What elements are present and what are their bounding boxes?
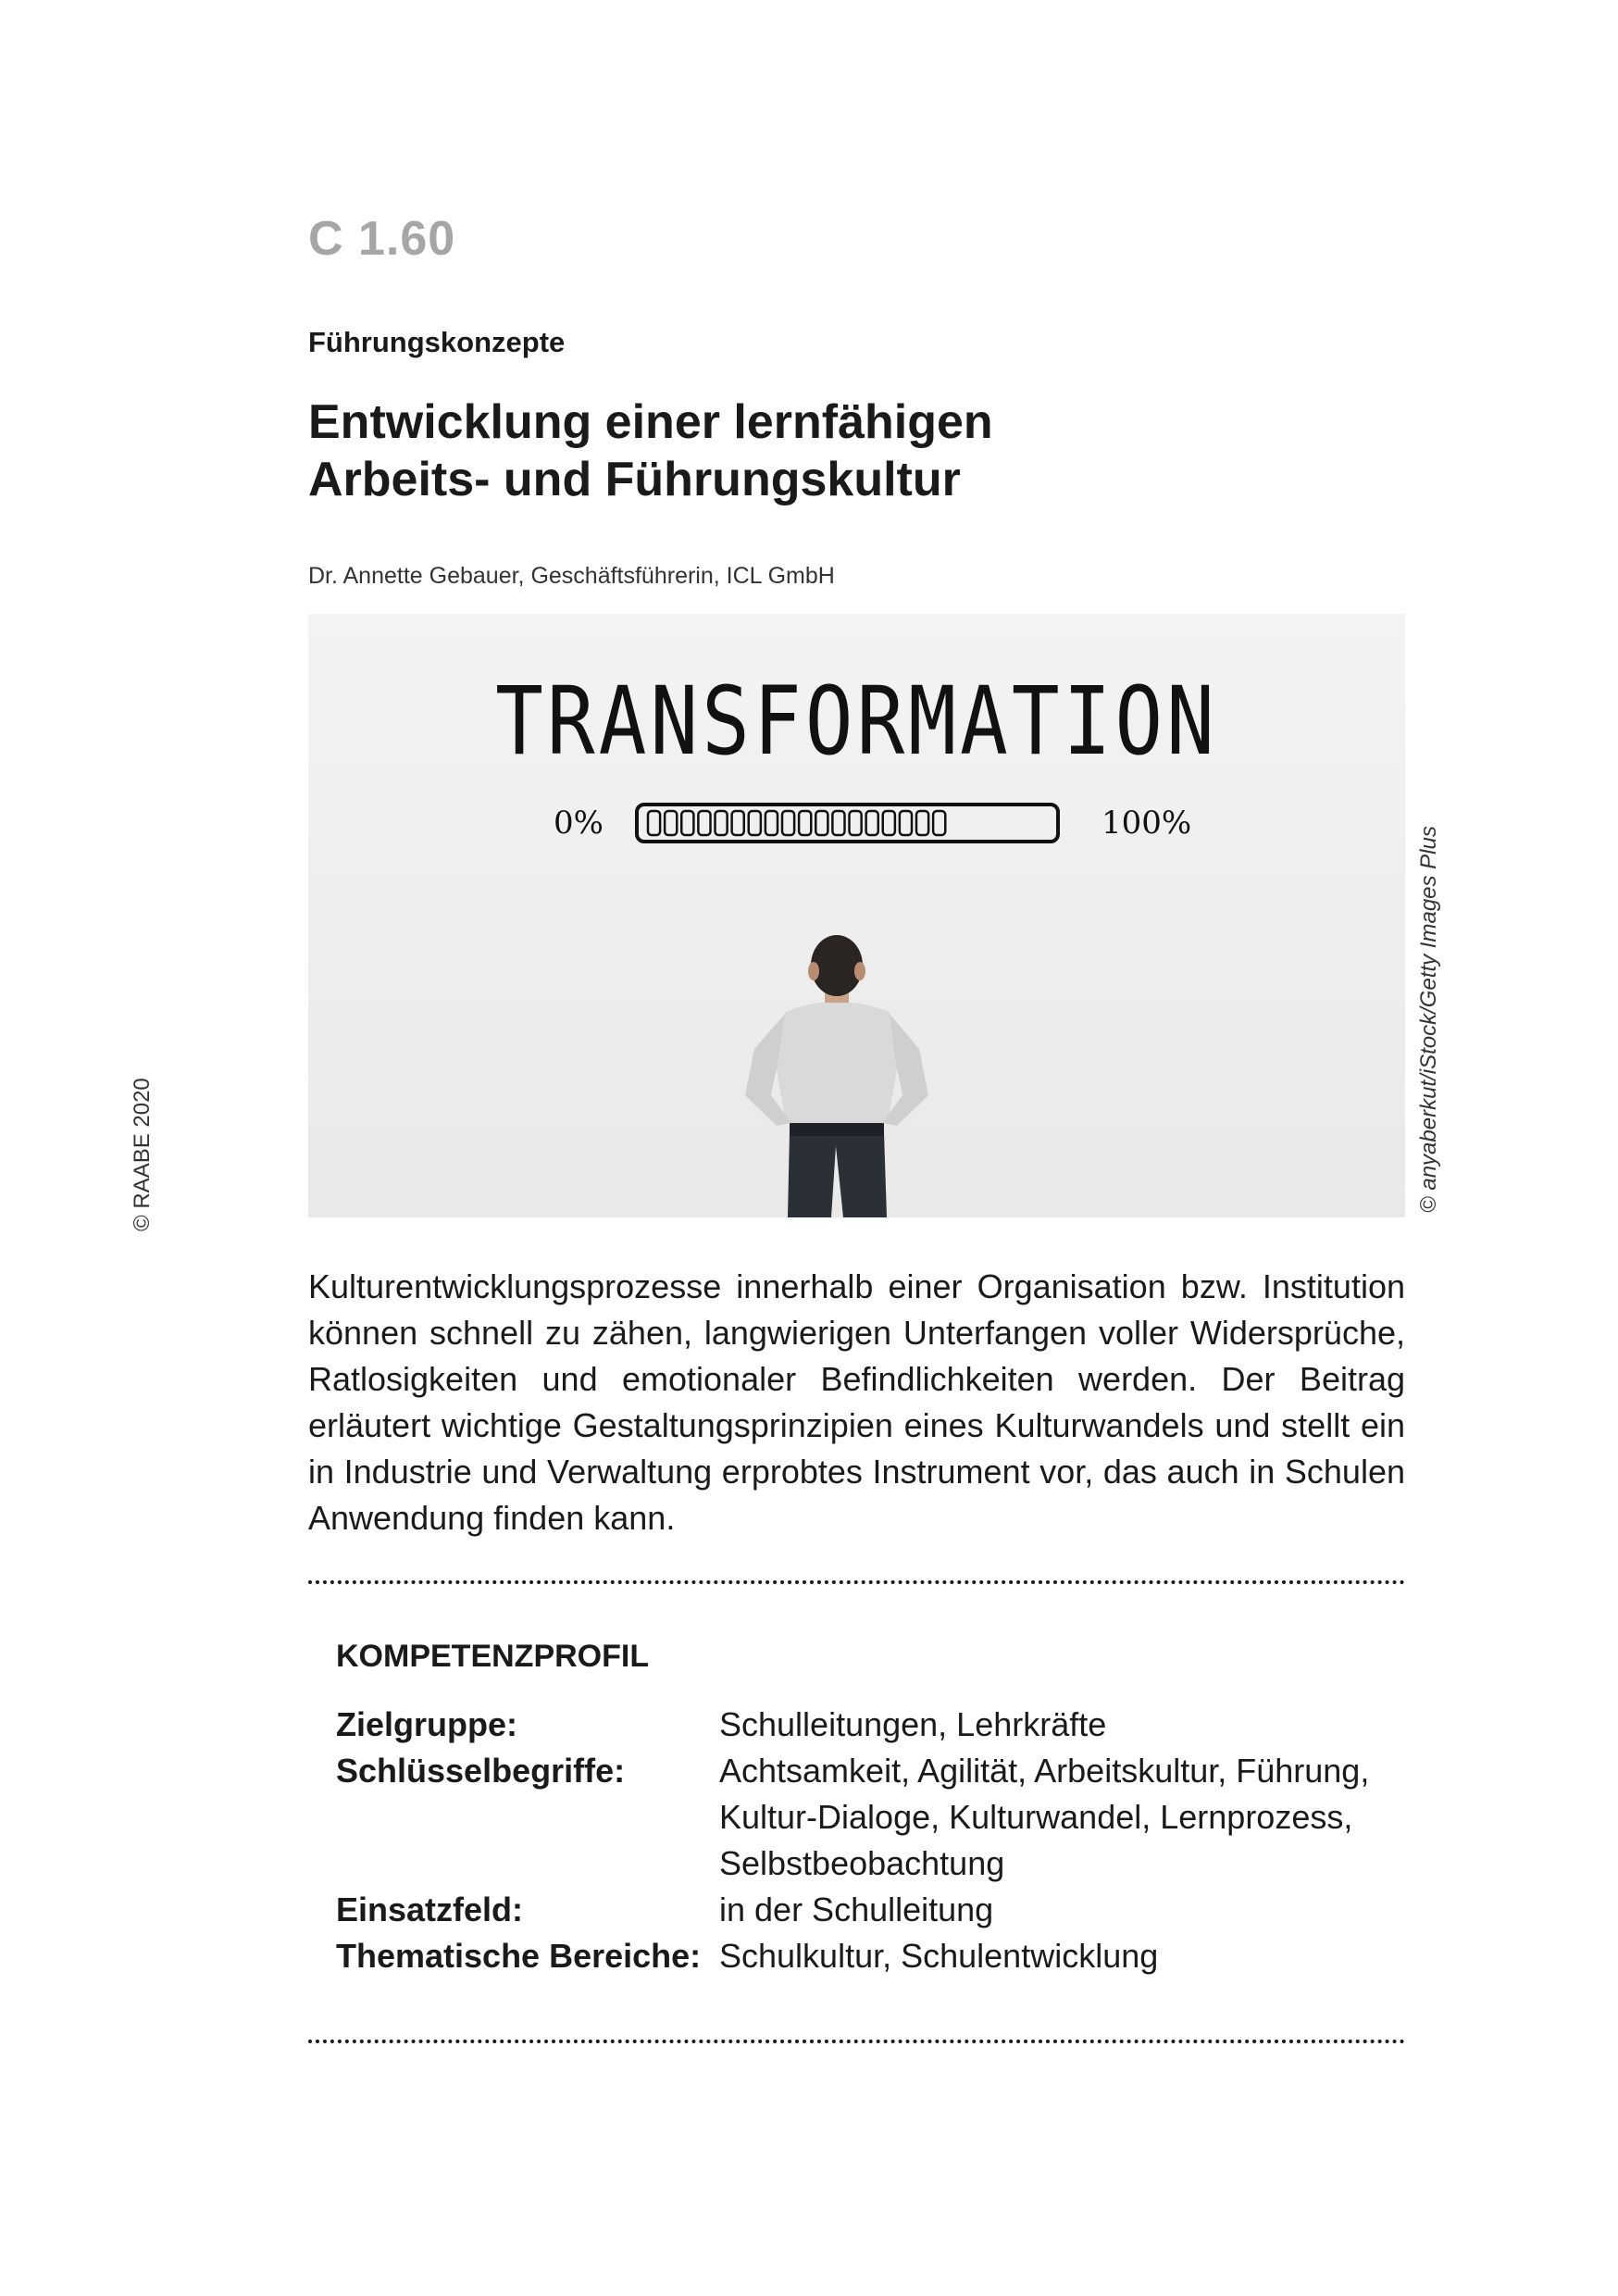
profile-row [336, 1748, 1382, 1887]
profile-key: Thematische Bereiche: [336, 1937, 702, 1975]
hero-image [308, 614, 1405, 1217]
document-code: C 1.60 [308, 212, 456, 266]
abstract-text: Kulturentwicklungsprozesse innerhalb einer Organisation bzw. Institution können schnell zu zähen, langwierigen Unterfangen voller Widersprüche, Ratlosigkeiten und emotionaler Befindlichkeiten werden. Der Beitrag erläutert wichtige Gestaltungsprinzipien eines Kulturwandels und stellt ein in Industrie und Verwaltung erprobtes Instrument vor, das auch in Schulen Anwendung finden kann. [308, 1267, 1405, 1537]
dotted-divider-top [308, 1580, 1405, 1584]
series-label: Führungskonzepte [308, 326, 566, 358]
profile-key: Zielgruppe: [336, 1705, 517, 1743]
profile-heading: KOMPETENZPROFIL [336, 1639, 650, 1674]
profile-value: Achtsamkeit, Agilität, Arbeitskultur, Führung, Kultur-Dialoge, Kulturwandel, Lernprozess, Selbstbeobachtung [719, 1752, 1370, 1882]
profile-row [336, 1887, 1382, 1933]
author-line: Dr. Annette Gebauer, Geschäftsführerin, ICL GmbH [308, 563, 835, 589]
progress-end-label: 100% [1101, 805, 1192, 842]
profile-value: in der Schulleitung [719, 1890, 994, 1928]
profile-key: Einsatzfeld: [336, 1890, 524, 1928]
profile-row [336, 1702, 1382, 1748]
document-title [308, 393, 993, 508]
title-line-2: Arbeits- und Führungskultur [308, 453, 961, 506]
progress-start-label: 0% [554, 805, 604, 842]
publisher-copyright: © RAABE 2020 [130, 1078, 155, 1231]
dotted-divider-bottom [308, 2040, 1405, 2043]
profile-row [336, 1933, 1382, 1979]
profile-value: Schulkultur, Schulentwicklung [719, 1937, 1159, 1975]
profile-value: Schulleitungen, Lehrkräfte [719, 1705, 1107, 1743]
title-line-1: Entwicklung einer lernfähigen [308, 395, 993, 449]
image-credit: © anyaberkut/iStock/Getty Images Plus [1416, 826, 1441, 1213]
hero-word: TRANSFORMATION [495, 668, 1218, 777]
profile-table [336, 1702, 1382, 1979]
profile-key: Schlüsselbegriffe: [336, 1752, 626, 1790]
